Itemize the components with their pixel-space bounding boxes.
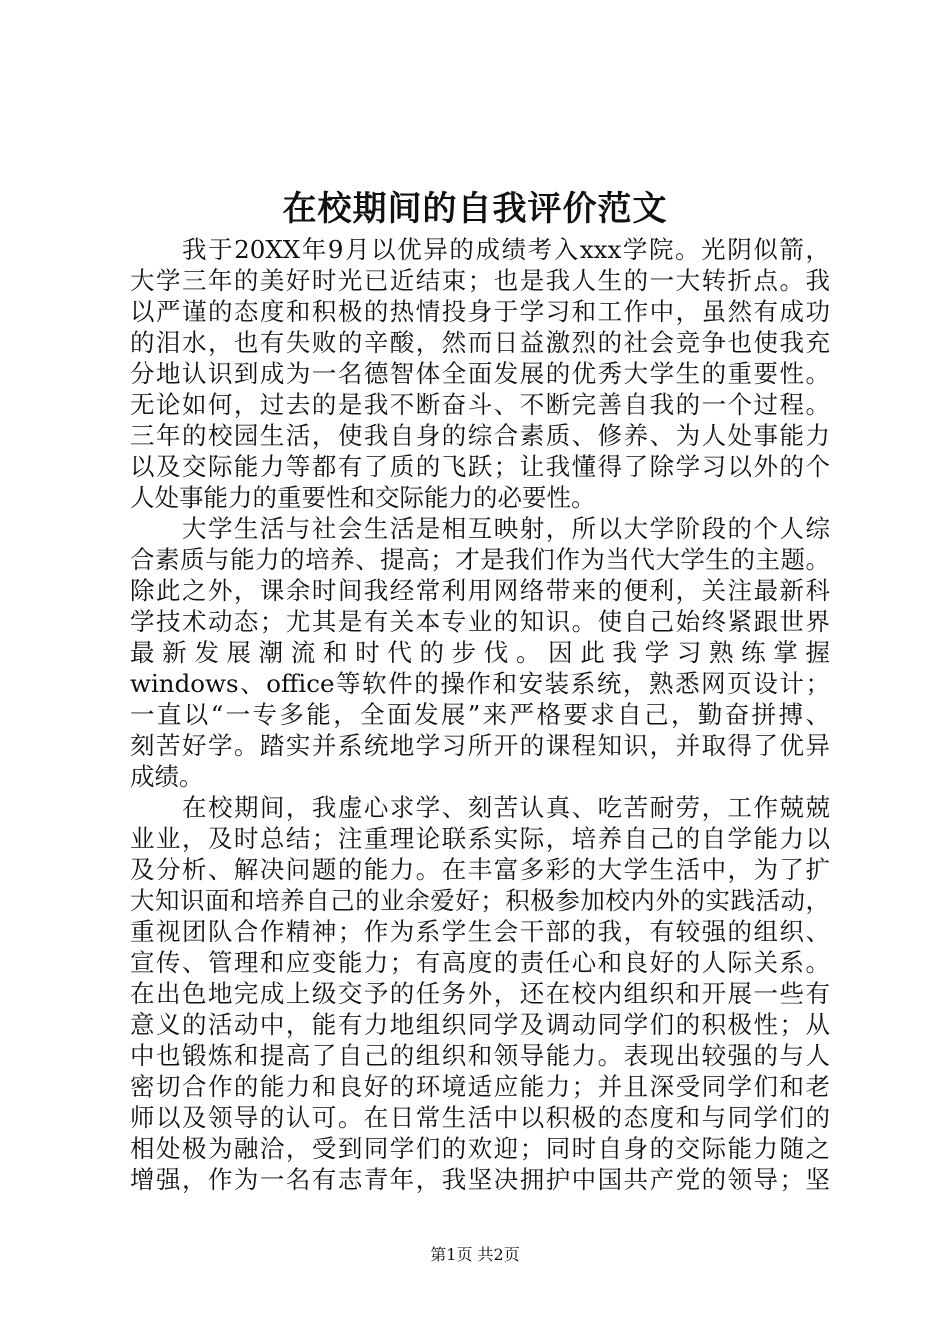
text-line: 三年的校园生活，使我自身的综合素质、修养、为人处事能力 [130,421,830,450]
text-line: 最新发展潮流和时代的步伐。因此我学习熟练掌握 [130,638,830,667]
text-line: 一直以“一专多能，全面发展”来严格要求自己，勤奋拼搏、 [130,700,830,729]
text-line: 的泪水，也有失败的辛酸，然而日益激烈的社会竞争也使我充 [130,328,830,357]
text-line: 以及交际能力等都有了质的飞跃；让我懂得了除学习以外的个 [130,452,830,481]
text-line: 大知识面和培养自己的业余爱好；积极参加校内外的实践活动， [130,886,830,915]
document-title: 在校期间的自我评价范文 [282,189,668,229]
text-line: 大学三年的美好时光已近结束；也是我人生的一大转折点。我 [130,266,830,295]
text-line: 分地认识到成为一名德智体全面发展的优秀大学生的重要性。 [130,359,830,388]
text-line: 意义的活动中，能有力地组织同学及调动同学们的积极性；从 [130,1010,830,1039]
text-line: 宣传、管理和应变能力；有高度的责任心和良好的人际关系。 [130,948,830,977]
text-line: 相处极为融洽，受到同学们的欢迎；同时自身的交际能力随之 [130,1134,830,1163]
document-body [130,234,830,1195]
text-line: 除此之外，课余时间我经常利用网络带来的便利，关注最新科 [130,576,830,605]
text-line: 学技术动态；尤其是有关本专业的知识。使自己始终紧跟世界 [130,607,830,636]
text-line: 业业，及时总结；注重理论联系实际，培养自己的自学能力以 [130,824,830,853]
paragraph-2 [130,513,830,792]
text-line: 刻苦好学。踏实并系统地学习所开的课程知识，并取得了优异 [130,731,830,760]
text-line: 师以及领导的认可。在日常生活中以积极的态度和与同学们的 [130,1103,830,1132]
text-line: 密切合作的能力和良好的环境适应能力；并且深受同学们和老 [130,1072,830,1101]
text-line: 及分析、解决问题的能力。在丰富多彩的大学生活中，为了扩 [130,855,830,884]
text-line: 中也锻炼和提高了自己的组织和领导能力。表现出较强的与人 [130,1041,830,1070]
text-line: 合素质与能力的培养、提高；才是我们作为当代大学生的主题。 [130,545,830,574]
text-line: 我于20XX年9月以优异的成绩考入xxx学院。光阴似箭， [182,235,830,264]
text-line: 人处事能力的重要性和交际能力的必要性。 [130,483,596,512]
text-line: 无论如何，过去的是我不断奋斗、不断完善自我的一个过程。 [130,390,830,419]
paragraph-1 [130,234,830,513]
text-line: windows、office等软件的操作和安装系统，熟悉网页设计； [130,669,830,698]
text-line: 以严谨的态度和积极的热情投身于学习和工作中，虽然有成功 [130,297,830,326]
page-number-footer: 第1页 共2页 [430,1245,520,1264]
paragraph-3 [130,792,830,1195]
text-line: 大学生活与社会生活是相互映射，所以大学阶段的个人综 [182,514,830,543]
text-line: 重视团队合作精神；作为系学生会干部的我，有较强的组织、 [130,917,830,946]
text-line: 增强，作为一名有志青年，我坚决拥护中国共产党的领导；坚 [130,1165,830,1194]
text-line: 在校期间，我虚心求学、刻苦认真、吃苦耐劳，工作兢兢 [182,793,830,822]
text-line: 成绩。 [130,762,204,791]
text-line: 在出色地完成上级交予的任务外，还在校内组织和开展一些有 [130,979,830,1008]
